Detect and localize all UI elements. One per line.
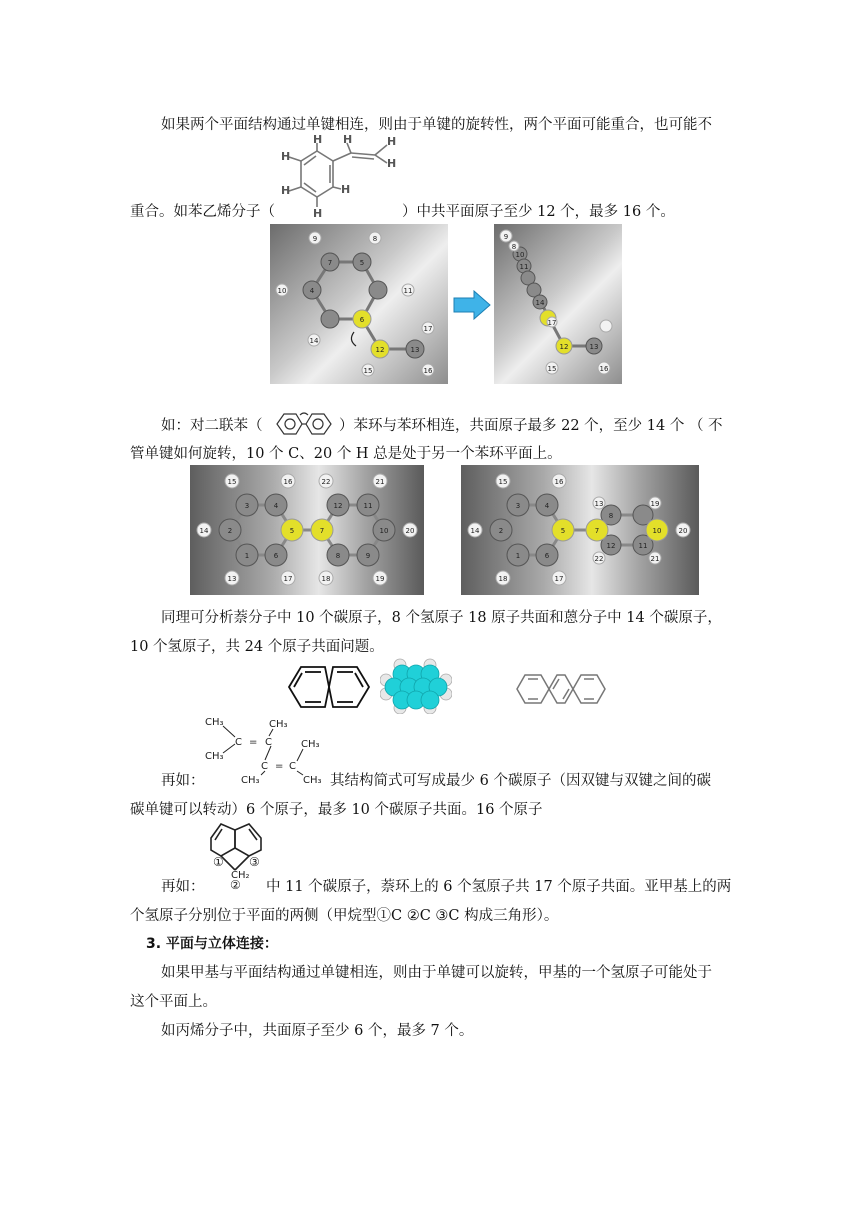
atom-label: 7 [327, 259, 333, 267]
atom-number-label: ② [230, 878, 241, 892]
formula-carbon: C [261, 761, 268, 772]
styrene-model-after [494, 224, 622, 384]
methylene-naphthalene-structure-image [205, 820, 267, 892]
svg-text:H: H [313, 135, 323, 146]
svg-text:H: H [387, 135, 397, 148]
formula-double-bond: = [275, 761, 284, 772]
atom-label: 10 [277, 287, 287, 295]
para5-line2: 个氢原子分别位于平面的两侧（甲烷型①C ②C ③C 构成三角形）。 [130, 908, 559, 924]
atom-number-label: ③ [249, 855, 260, 869]
atom-label: 14 [309, 337, 319, 345]
atom-label: 15 [227, 478, 237, 486]
formula-ch3: CH₃ [205, 717, 224, 728]
para4-suffix: 其结构简式可写成最少 6 个碳原子（因双键与双键之间的碳 [330, 773, 711, 789]
atom-label: 15 [498, 478, 508, 486]
atom-label: 5 [289, 527, 295, 535]
formula-carbon: C [235, 737, 242, 748]
atom-label: 19 [650, 500, 660, 508]
atom-label: 17 [423, 325, 433, 333]
atom-label: 16 [599, 365, 609, 373]
atom-label: 10 [652, 527, 662, 535]
atom-label: 11 [638, 542, 648, 550]
section-heading: 3. 平面与立体连接： [146, 936, 278, 952]
para3-line1: 同理可分析萘分子中 10 个碳原子，8 个氢原子 18 原子共面和蒽分子中 14 个碳原子， [161, 610, 722, 626]
atom-label: 14 [470, 527, 480, 535]
atom-label: 3 [244, 502, 250, 510]
atom-label: 6 [359, 316, 365, 324]
atom-label: 15 [363, 367, 373, 375]
atom-label: 13 [227, 575, 237, 583]
atom-label: 21 [375, 478, 385, 486]
svg-text:H: H [281, 184, 291, 197]
para1-line1: 如果两个平面结构通过单键相连，则由于单键的旋转性，两个平面可能重合，也可能不 [161, 117, 712, 133]
para4-prefix: 再如： [161, 773, 205, 789]
formula-ch3: CH₃ [269, 719, 288, 730]
atom-label: 9 [312, 235, 318, 243]
formula-ch3: CH₃ [301, 739, 320, 750]
formula-carbon: C [265, 737, 272, 748]
atom-label: 8 [335, 552, 341, 560]
naphthalene-spacefill-model [380, 658, 452, 714]
atom-number-label: ① [213, 855, 224, 869]
atom-label: 17 [283, 575, 293, 583]
formula-ch3: CH₃ [241, 775, 260, 786]
atom-label: 4 [309, 287, 315, 295]
atom-label: 7 [319, 527, 325, 535]
methylene-label: CH₂ [231, 870, 250, 881]
atom-label: 11 [519, 263, 529, 271]
atom-label: 20 [678, 527, 688, 535]
atom-label: 8 [372, 235, 378, 243]
para5-suffix: 中 11 个碳原子，萘环上的 6 个氢原子共 17 个原子共面。亚甲基上的两 [266, 879, 732, 895]
atom-label: 5 [359, 259, 365, 267]
atom-label: 18 [321, 575, 331, 583]
atom-label: 14 [199, 527, 209, 535]
atom-label: 11 [403, 287, 413, 295]
svg-text:H: H [313, 207, 323, 220]
atom-label: 13 [594, 500, 604, 508]
atom-label: 17 [554, 575, 564, 583]
atom-label: 9 [365, 552, 371, 560]
atom-label: 9 [503, 233, 509, 241]
atom-label: 1 [515, 552, 521, 560]
atom-label: 12 [375, 346, 385, 354]
formula-carbon: C [289, 761, 296, 772]
anthracene-structure-image [513, 664, 609, 714]
naphthalene-structure-image [283, 658, 375, 716]
atom-label: 13 [410, 346, 420, 354]
atom-label: 10 [379, 527, 389, 535]
formula-ch3: CH₃ [205, 751, 224, 762]
section3-line2: 这个平面上。 [130, 994, 217, 1010]
biphenyl-model-rotated [461, 465, 699, 595]
atom-label: 16 [283, 478, 293, 486]
atom-label: 8 [608, 512, 614, 520]
atom-label: 8 [511, 243, 517, 251]
biphenyl-structure-image [269, 410, 337, 438]
formula-ch3: CH₃ [303, 775, 322, 786]
atom-label: 20 [405, 527, 415, 535]
atom-label: 22 [594, 555, 604, 563]
atom-label: 2 [498, 527, 504, 535]
atom-label: 6 [544, 552, 550, 560]
section3-line1: 如果甲基与平面结构通过单键相连，则由于单键可以旋转，甲基的一个氢原子可能处于 [161, 965, 712, 981]
right-arrow-icon [452, 290, 492, 320]
atom-label: 21 [650, 555, 660, 563]
atom-label: 12 [559, 343, 569, 351]
atom-label: 5 [560, 527, 566, 535]
biphenyl-model-planar [190, 465, 424, 595]
styrene-model-before [270, 224, 448, 384]
para2-line2: 管单键如何旋转，10 个 C、20 个 H 总是处于另一个苯环平面上。 [130, 446, 562, 462]
para2-line1-prefix: 如：对二联苯（ [161, 418, 263, 434]
atom-label: 4 [273, 502, 279, 510]
dimethylbutadiene-formula-image [203, 715, 325, 787]
atom-label: 1 [244, 552, 250, 560]
atom-label: 13 [589, 343, 599, 351]
formula-double-bond: = [249, 737, 258, 748]
para3-line2: 10 个氢原子，共 24 个原子共面问题。 [130, 639, 384, 655]
atom-label: 17 [547, 319, 557, 327]
svg-text:H: H [387, 157, 397, 170]
atom-label: 11 [363, 502, 373, 510]
para2-line1-suffix: ）苯环与苯环相连，共面原子最多 22 个，至少 14 个 （ 不 [339, 418, 723, 434]
atom-label: 6 [273, 552, 279, 560]
para1-line2-prefix: 重合。如苯乙烯分子（ [130, 204, 275, 220]
atom-label: 7 [594, 527, 600, 535]
atom-label: 4 [544, 502, 550, 510]
atom-label: 12 [333, 502, 343, 510]
atom-label: 15 [547, 365, 557, 373]
para4-line2: 碳单键可以转动）6 个原子，最多 10 个碳原子共面。16 个原子 [130, 802, 543, 818]
atom-label: 14 [535, 299, 545, 307]
atom-label: 3 [515, 502, 521, 510]
styrene-structure-image [275, 135, 410, 220]
atom-label: 18 [498, 575, 508, 583]
svg-text:H: H [343, 135, 353, 146]
para5-prefix: 再如： [161, 879, 205, 895]
atom-label: 16 [423, 367, 433, 375]
atom-label: 19 [375, 575, 385, 583]
atom-label: 12 [606, 542, 616, 550]
svg-text:H: H [281, 150, 291, 163]
svg-text:H: H [341, 183, 351, 196]
atom-label: 10 [515, 251, 525, 259]
atom-label: 2 [227, 527, 233, 535]
section3-line3: 如丙烯分子中，共面原子至少 6 个，最多 7 个。 [161, 1023, 474, 1039]
atom-label: 22 [321, 478, 331, 486]
para1-line2-suffix: ）中共平面原子至少 12 个，最多 16 个。 [402, 204, 675, 220]
atom-label: 16 [554, 478, 564, 486]
